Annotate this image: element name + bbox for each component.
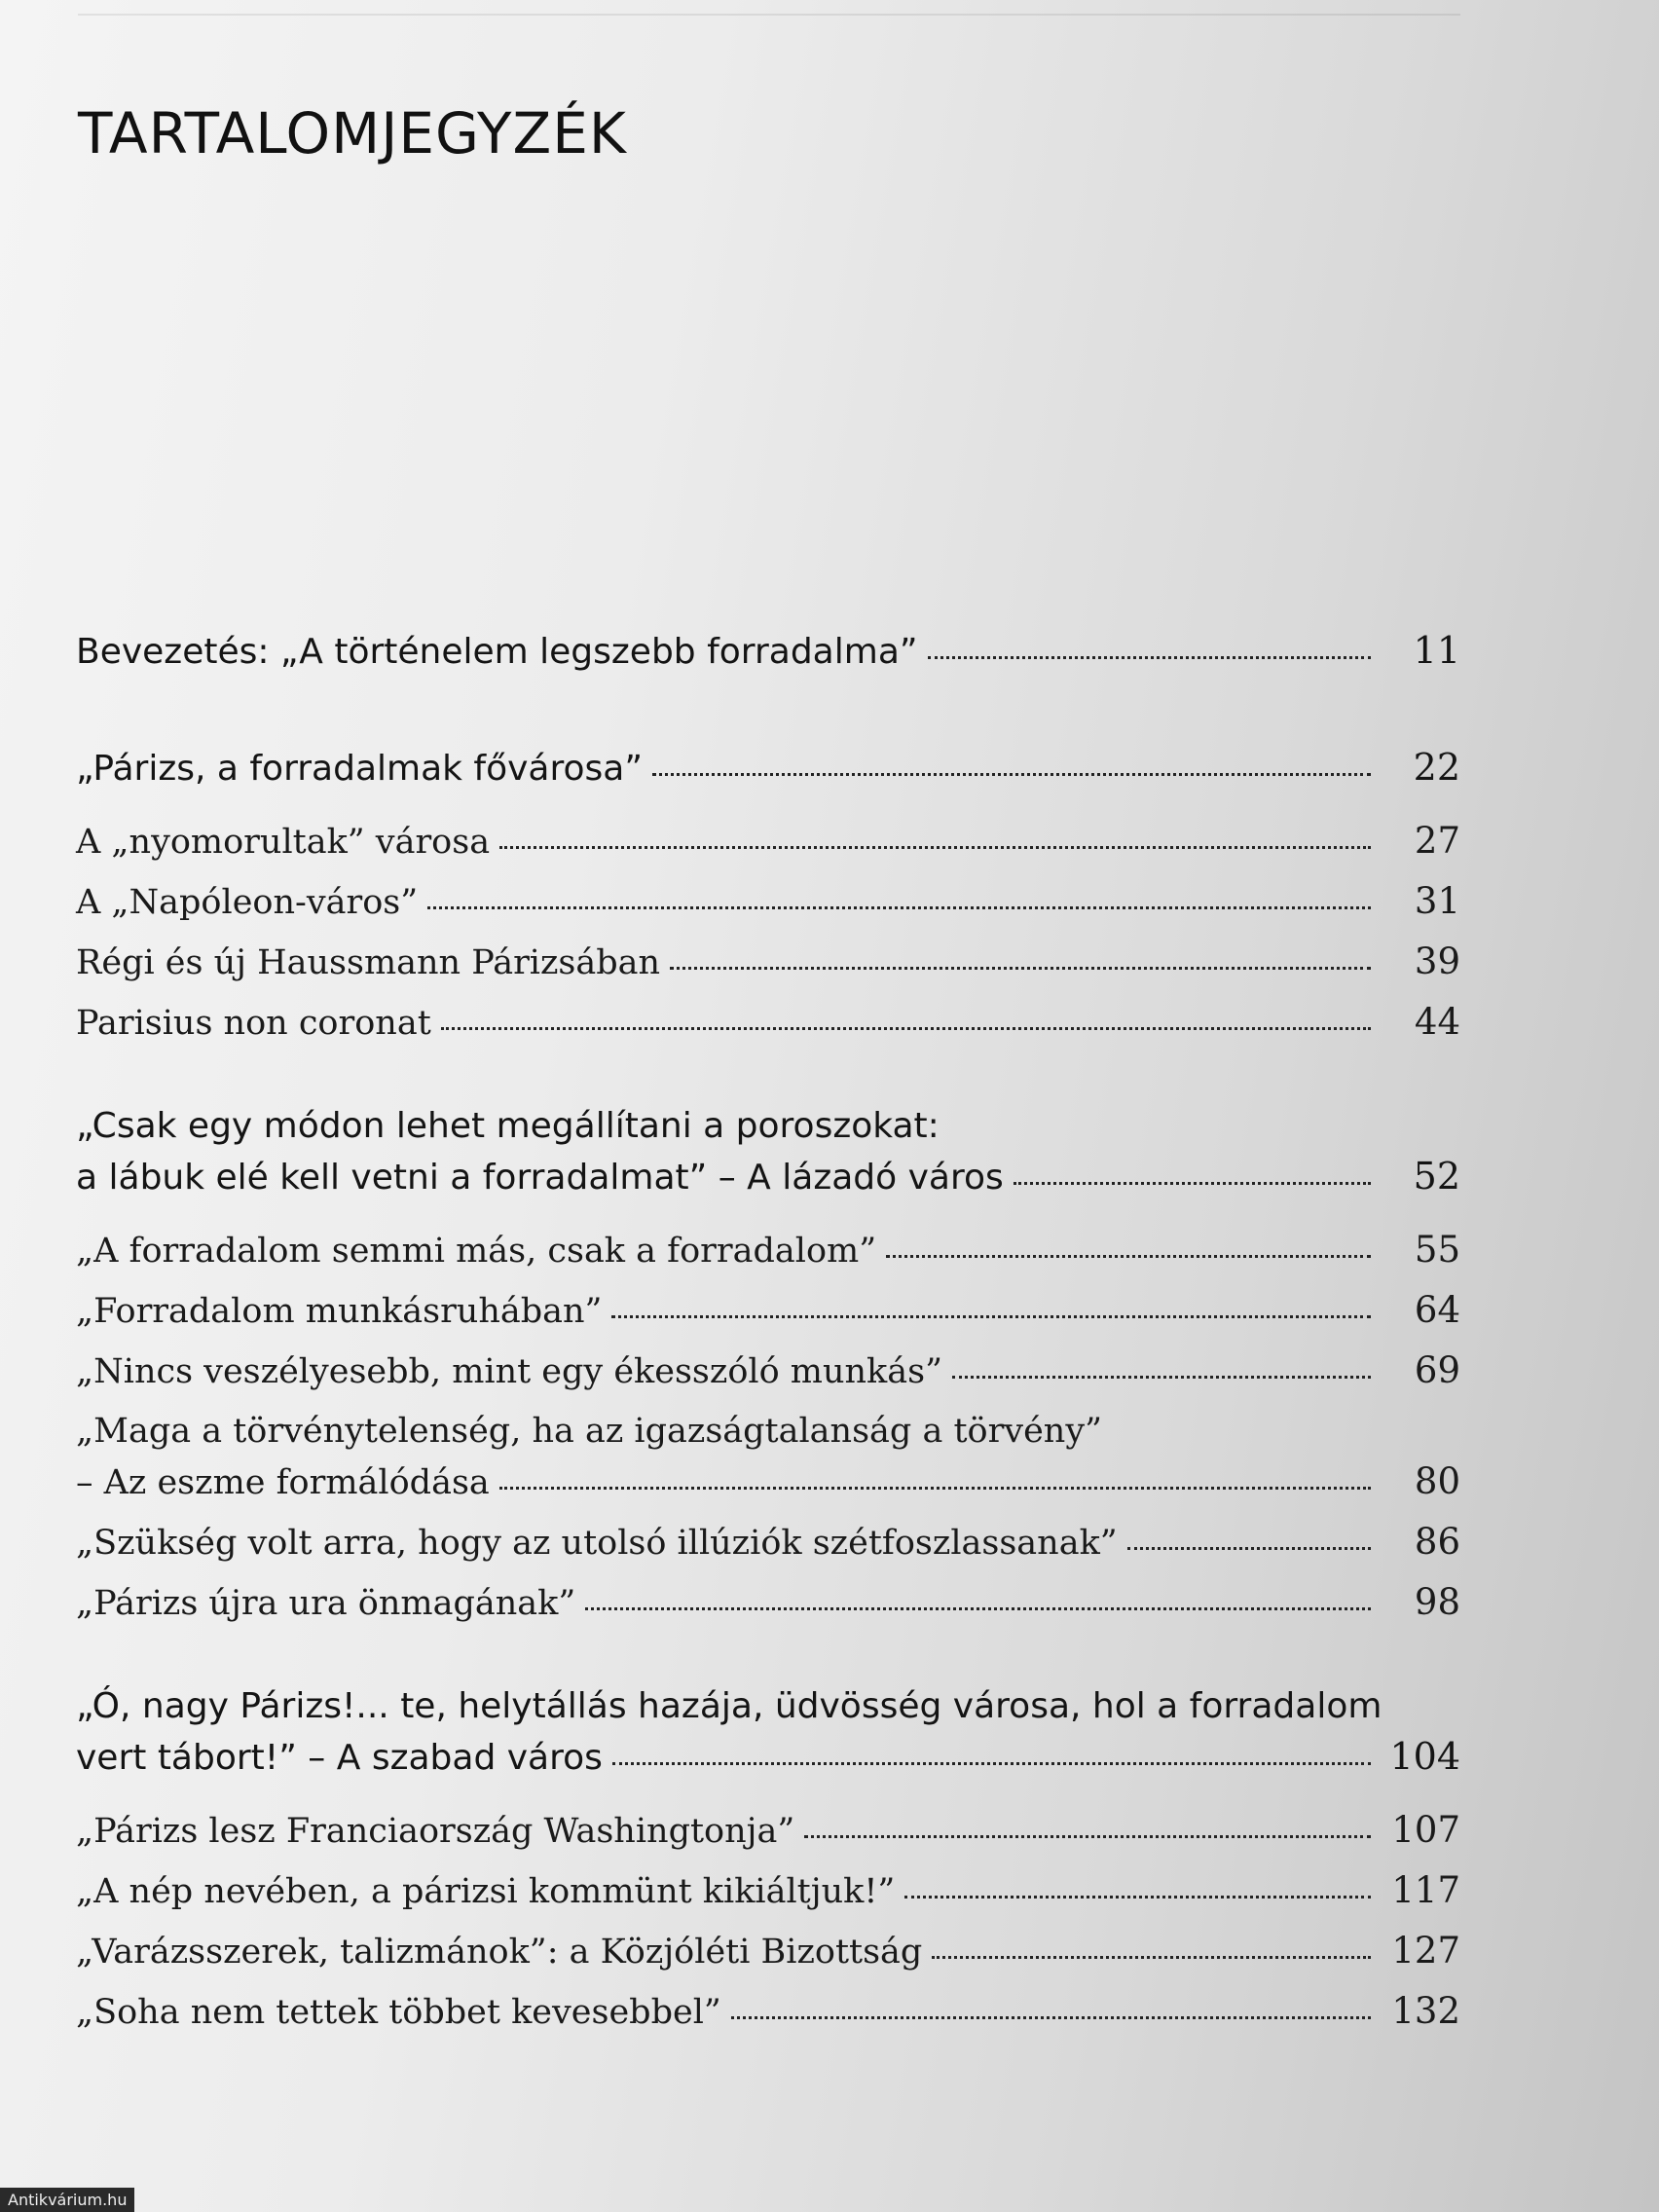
toc-entry-title: vert tábort!” – A szabad város xyxy=(76,1738,603,1778)
toc-entry-title: „Párizs lesz Franciaország Washingtonja” xyxy=(76,1812,795,1851)
toc-entry-14[interactable] xyxy=(76,1809,1460,1851)
toc-entry-9[interactable] xyxy=(76,1349,1460,1391)
dot-leader xyxy=(499,846,1371,849)
toc-entry-title: A „nyomorultak” városa xyxy=(76,823,491,862)
dot-leader xyxy=(886,1255,1371,1258)
toc-entry-title: „A forradalom semmi más, csak a forradalom” xyxy=(76,1232,877,1271)
toc-page-number: 64 xyxy=(1414,1289,1460,1331)
toc-entry-title: Régi és új Haussmann Párizsában xyxy=(76,943,661,982)
toc-entry-title: „Nincs veszélyesebb, mint egy ékesszóló munkás” xyxy=(76,1352,942,1391)
dot-leader xyxy=(441,1027,1371,1030)
toc-entry-15[interactable] xyxy=(76,1869,1460,1911)
dot-leader xyxy=(1014,1182,1371,1185)
toc-page-number: 69 xyxy=(1414,1349,1460,1391)
toc-entry-12[interactable] xyxy=(76,1581,1460,1623)
toc-page-number: 98 xyxy=(1414,1581,1460,1623)
toc-entry-11[interactable] xyxy=(76,1521,1460,1563)
toc-entry-17[interactable] xyxy=(76,1990,1460,2032)
toc-entry-title: „Párizs újra ura önmagának” xyxy=(76,1584,576,1623)
dot-leader xyxy=(928,656,1371,659)
toc-page-number: 107 xyxy=(1391,1809,1460,1851)
toc-entry-title: „Párizs, a forradalmak fővárosa” xyxy=(76,749,643,789)
toc-entry-title: – Az eszme formálódása xyxy=(76,1463,490,1502)
toc-page-number: 22 xyxy=(1413,746,1460,789)
toc-page-number: 52 xyxy=(1413,1155,1460,1198)
dot-leader xyxy=(427,906,1371,909)
toc-entry-title: Parisius non coronat xyxy=(76,1004,431,1043)
toc-page-number: 86 xyxy=(1414,1521,1460,1563)
dot-leader xyxy=(670,967,1371,970)
toc-page-number: 44 xyxy=(1414,1001,1460,1043)
toc-entry-6-line-1: „Csak egy módon lehet megállítani a poroszokat: xyxy=(76,1106,940,1146)
dot-leader xyxy=(612,1762,1371,1765)
dot-leader xyxy=(1127,1547,1371,1550)
toc-entry-3[interactable] xyxy=(76,880,1460,922)
toc-page-number: 80 xyxy=(1414,1460,1460,1502)
dot-leader xyxy=(585,1607,1371,1610)
dot-leader xyxy=(804,1835,1371,1838)
toc-entry-title: „Varázsszerek, talizmánok”: a Közjóléti Bizottság xyxy=(76,1933,923,1972)
toc-entry-0[interactable] xyxy=(76,629,1460,672)
toc-entry-13-line-1: „Ó, nagy Párizs!... te, helytállás hazája, üdvösség városa, hol a forradalom xyxy=(76,1686,1382,1726)
toc-page-number: 55 xyxy=(1414,1229,1460,1271)
toc-page-number: 132 xyxy=(1391,1990,1460,2032)
dot-leader xyxy=(611,1315,1371,1318)
watermark: Antikvárium.hu xyxy=(0,2188,134,2212)
toc-page-number: 31 xyxy=(1414,880,1460,922)
dot-leader xyxy=(652,773,1371,776)
top-rule xyxy=(78,14,1460,16)
toc-entry-13[interactable] xyxy=(76,1735,1460,1778)
toc-entry-10-line-1: „Maga a törvénytelenség, ha az igazságtalanság a törvény” xyxy=(76,1412,1102,1451)
toc-entry-6[interactable] xyxy=(76,1155,1460,1198)
toc-entry-16[interactable] xyxy=(76,1930,1460,1972)
toc-entry-title: „Soha nem tettek többet kevesebbel” xyxy=(76,1993,721,2032)
toc-page-number: 104 xyxy=(1389,1735,1460,1778)
toc-entry-title: A „Napóleon-város” xyxy=(76,883,419,922)
toc-entry-4[interactable] xyxy=(76,940,1460,982)
toc-entry-8[interactable] xyxy=(76,1289,1460,1331)
toc-entry-1[interactable] xyxy=(76,746,1460,789)
dot-leader xyxy=(952,1376,1371,1379)
toc-entry-title: Bevezetés: „A történelem legszebb forradalma” xyxy=(76,632,918,672)
dot-leader xyxy=(731,2016,1371,2019)
toc-page-number: 117 xyxy=(1391,1869,1460,1911)
dot-leader xyxy=(904,1896,1371,1899)
dot-leader xyxy=(932,1956,1371,1959)
toc-entry-title: „Szükség volt arra, hogy az utolsó illúziók szétfoszlassanak” xyxy=(76,1524,1118,1563)
toc-entry-title: a lábuk elé kell vetni a forradalmat” – A lázadó város xyxy=(76,1158,1004,1198)
toc-page-number: 127 xyxy=(1391,1930,1460,1972)
toc-entry-title: „Forradalom munkásruhában” xyxy=(76,1292,603,1331)
toc-entry-title: „A nép nevében, a párizsi kommünt kikiáltjuk!” xyxy=(76,1872,896,1911)
toc-page-number: 39 xyxy=(1414,940,1460,982)
dot-leader xyxy=(499,1487,1371,1490)
toc-page-number: 11 xyxy=(1413,629,1460,672)
toc-entry-5[interactable] xyxy=(76,1001,1460,1043)
page-title: TARTALOMJEGYZÉK xyxy=(78,99,627,166)
toc-entry-2[interactable] xyxy=(76,820,1460,862)
toc-page-number: 27 xyxy=(1414,820,1460,862)
toc-entry-7[interactable] xyxy=(76,1229,1460,1271)
toc-entry-10[interactable] xyxy=(76,1460,1460,1502)
